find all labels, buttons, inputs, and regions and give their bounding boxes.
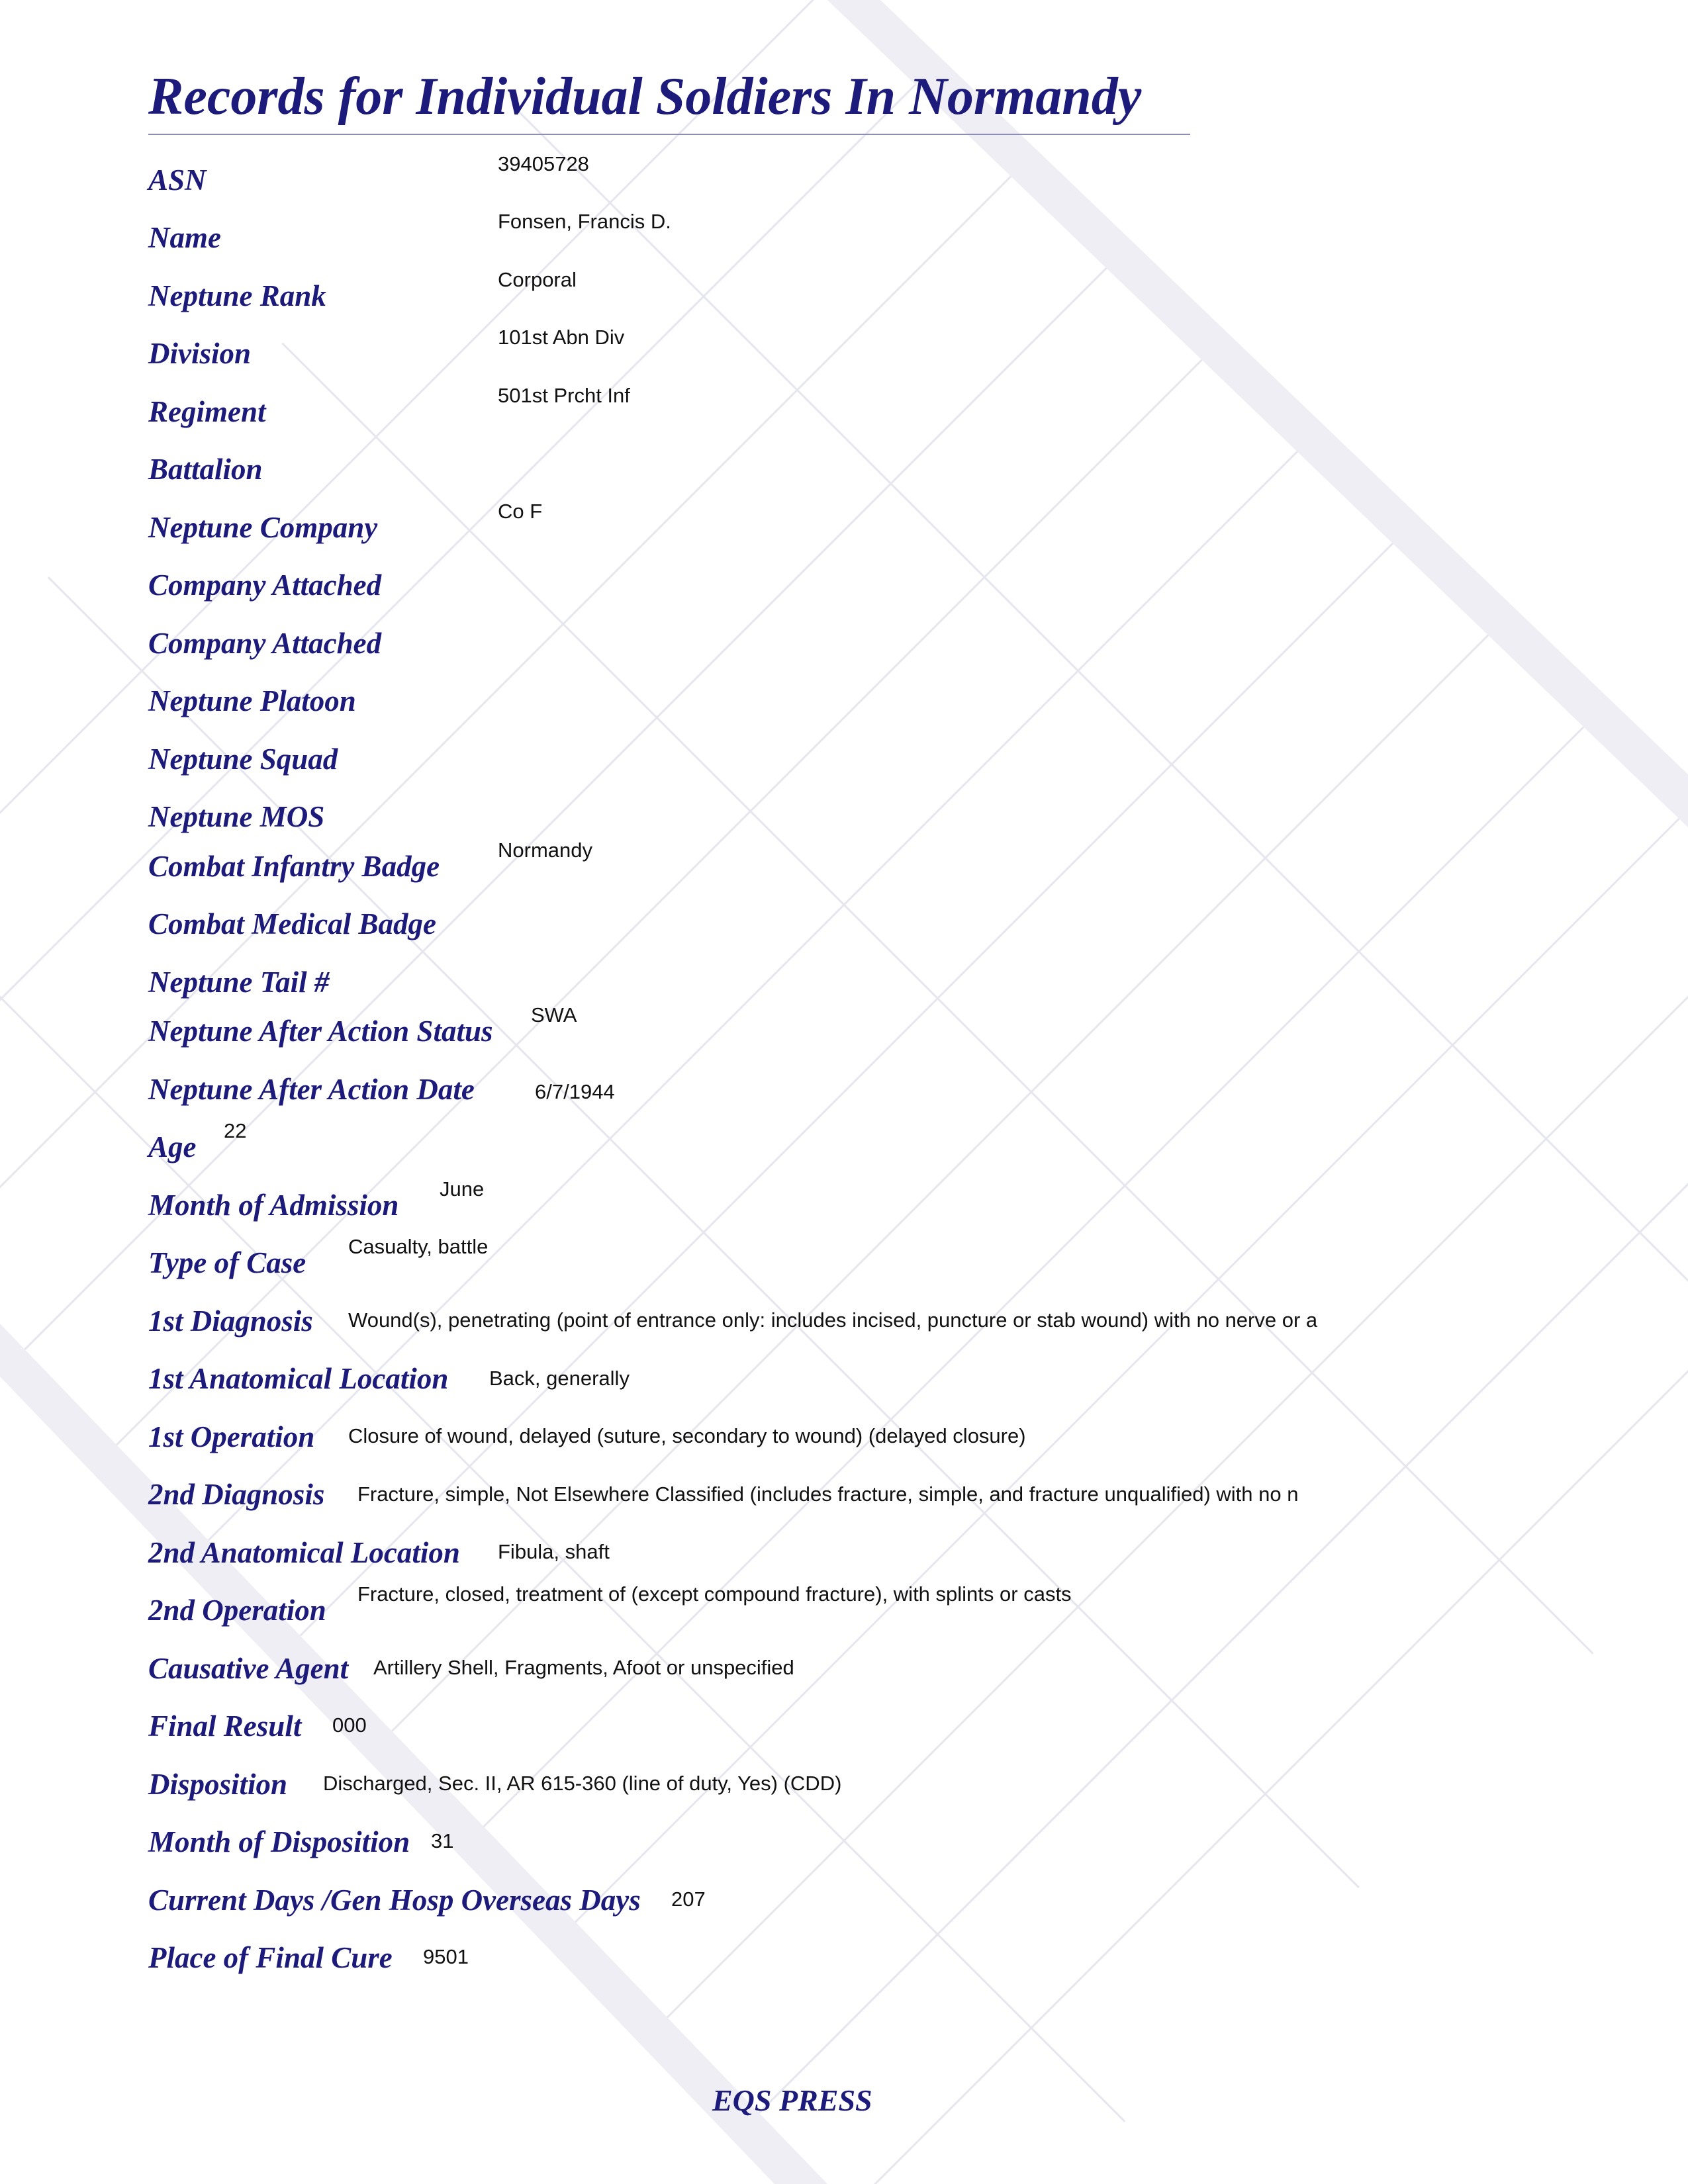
field-label: Division <box>148 337 252 370</box>
field-value: Fracture, simple, Not Elsewhere Classified (includes fracture, simple, and fracture unqualified) with no n <box>357 1482 1299 1506</box>
field-row-month-of-disposition <box>148 1822 1605 1862</box>
field-label: Neptune Platoon <box>148 684 356 717</box>
field-row-combat-infantry-badge <box>148 839 1605 886</box>
field-value: Closure of wound, delayed (suture, secondary to wound) (delayed closure) <box>348 1424 1026 1447</box>
field-label: ASN <box>148 163 207 197</box>
field-row-1st-operation <box>148 1417 1605 1457</box>
field-label: Company Attached <box>148 627 382 660</box>
publisher-footer: EQS PRESS <box>712 2083 872 2117</box>
field-row-type-of-case <box>148 1235 1605 1283</box>
field-row-neptune-tail <box>148 962 1605 1002</box>
field-label: Company Attached <box>148 569 382 602</box>
field-label: 1st Operation <box>148 1420 315 1453</box>
field-value: Fonsen, Francis D. <box>498 210 671 233</box>
field-label: Month of Admission <box>148 1189 399 1222</box>
field-label: Current Days /Gen Hosp Overseas Days <box>148 1884 641 1917</box>
field-label: Neptune After Action Status <box>148 1015 493 1048</box>
field-value: 000 <box>332 1713 367 1737</box>
field-label: Name <box>148 221 221 254</box>
field-value: 22 <box>224 1119 247 1142</box>
field-value: 39405728 <box>498 152 589 175</box>
field-row-age <box>148 1119 1605 1167</box>
field-row-company-attached <box>148 565 1605 605</box>
field-label: Neptune Rank <box>148 279 326 312</box>
field-value: Corporal <box>498 268 577 291</box>
field-label: 2nd Anatomical Location <box>148 1536 460 1569</box>
field-row-1st-anatomical-location <box>148 1359 1605 1398</box>
field-label: 1st Anatomical Location <box>148 1362 449 1395</box>
field-value: 6/7/1944 <box>535 1080 615 1103</box>
field-label: Combat Medical Badge <box>148 907 436 940</box>
field-value: June <box>440 1177 485 1201</box>
field-row-neptune-squad <box>148 739 1605 779</box>
field-value: Co F <box>498 500 543 523</box>
title-divider <box>148 134 1190 135</box>
field-label: Age <box>148 1130 197 1163</box>
field-value: SWA <box>531 1003 577 1026</box>
field-value: Discharged, Sec. II, AR 615-360 (line of duty, Yes) (CDD) <box>323 1772 842 1795</box>
field-row-neptune-platoon <box>148 681 1605 721</box>
field-row-2nd-anatomical-location <box>148 1533 1605 1572</box>
field-row-neptune-mos <box>148 797 1605 837</box>
field-value: 501st Prcht Inf <box>498 384 630 407</box>
field-row-company-attached <box>148 623 1605 663</box>
field-label: 2nd Diagnosis <box>148 1478 325 1511</box>
field-value: 9501 <box>423 1945 469 1968</box>
field-label: Place of Final Cure <box>148 1941 393 1974</box>
field-label: Final Result <box>148 1709 302 1743</box>
field-row-asn <box>148 152 1605 200</box>
field-value: Fracture, closed, treatment of (except compound fracture), with splints or casts <box>357 1582 1072 1606</box>
field-row-2nd-diagnosis <box>148 1475 1605 1514</box>
field-row-regiment <box>148 384 1605 432</box>
field-label: Type of Case <box>148 1246 306 1279</box>
field-value: Wound(s), penetrating (point of entrance only: includes incised, puncture or stab wound) with no nerve or a <box>348 1308 1318 1332</box>
field-label: Neptune After Action Date <box>148 1073 475 1106</box>
field-value: Normandy <box>498 839 592 862</box>
field-value: Artillery Shell, Fragments, Afoot or unspecified <box>373 1656 794 1679</box>
page-title: Records for Individual Soldiers In Normandy <box>148 68 1142 126</box>
field-row-division <box>148 326 1605 373</box>
field-row-after-action-date <box>148 1069 1605 1109</box>
field-label: Combat Infantry Badge <box>148 850 440 883</box>
field-label: Disposition <box>148 1768 288 1801</box>
field-label: Causative Agent <box>148 1652 349 1685</box>
field-value: Fibula, shaft <box>498 1540 610 1563</box>
field-value: 101st Abn Div <box>498 326 625 349</box>
field-row-2nd-operation <box>148 1582 1605 1630</box>
field-label: 1st Diagnosis <box>148 1304 313 1338</box>
field-row-combat-medical-badge <box>148 904 1605 944</box>
field-row-causative-agent <box>148 1649 1605 1688</box>
field-label: Battalion <box>148 453 263 486</box>
field-row-neptune-company <box>148 500 1605 547</box>
field-label: Neptune MOS <box>148 800 325 833</box>
field-row-final-result <box>148 1706 1605 1746</box>
field-label: Neptune Tail # <box>148 966 330 999</box>
field-value: Casualty, battle <box>348 1235 489 1258</box>
field-label: 2nd Operation <box>148 1594 326 1627</box>
field-row-battalion <box>148 449 1605 489</box>
field-label: Neptune Squad <box>148 743 338 776</box>
field-value: 207 <box>671 1888 706 1911</box>
field-row-name <box>148 210 1605 257</box>
field-row-current-days <box>148 1880 1605 1920</box>
field-row-neptune-rank <box>148 268 1605 316</box>
field-label: Month of Disposition <box>148 1825 410 1858</box>
field-row-1st-diagnosis <box>148 1301 1605 1341</box>
field-value: Back, generally <box>489 1367 630 1390</box>
field-row-month-of-admission <box>148 1177 1605 1225</box>
field-value: 31 <box>431 1829 454 1852</box>
field-row-after-action-status <box>148 1003 1605 1051</box>
field-label: Neptune Company <box>148 511 378 544</box>
field-row-place-of-final-cure <box>148 1938 1605 1978</box>
field-row-disposition <box>148 1764 1605 1804</box>
field-label: Regiment <box>148 395 266 428</box>
